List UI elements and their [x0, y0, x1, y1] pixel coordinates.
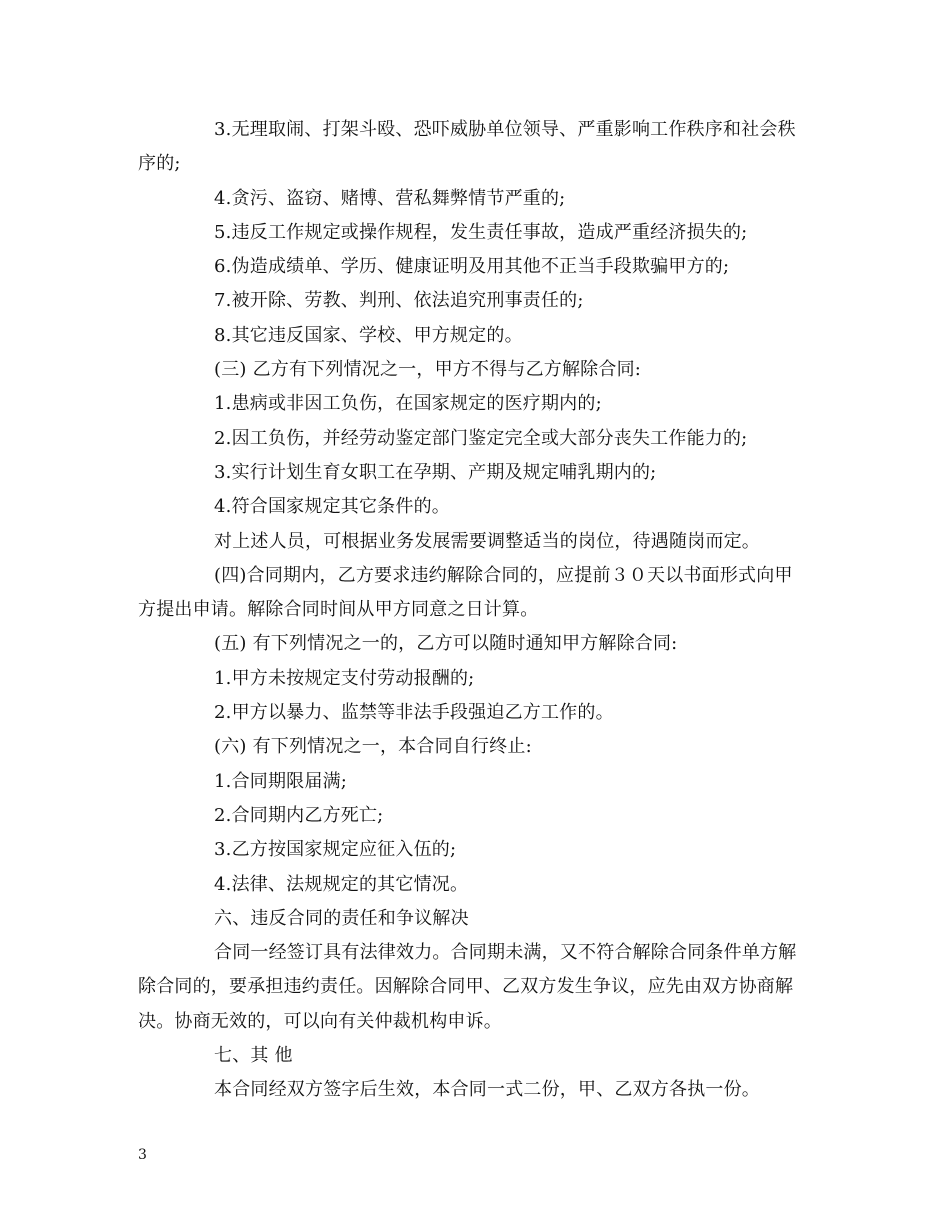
paragraph-line: 3.实行计划生育女职工在孕期、产期及规定哺乳期内的;	[214, 461, 657, 483]
paragraph-line: 2.合同期内乙方死亡;	[214, 804, 384, 826]
paragraph-line: 4.法律、法规规定的其它情况。	[214, 873, 469, 895]
paragraph-line: 4.贪污、盗窃、赌博、营私舞弊情节严重的;	[214, 187, 566, 209]
paragraph-line: 除合同的，要承担违约责任。因解除合同甲、乙双方发生争议，应先由双方协商解	[138, 976, 794, 998]
paragraph-line: 决。协商无效的，可以向有关仲裁机构申诉。	[138, 1010, 502, 1032]
paragraph-line: 3.无理取闹、打架斗殴、恐吓威胁单位领导、严重影响工作秩序和社会秩	[214, 119, 796, 140]
paragraph-line: (三) 乙方有下列情况之一，甲方不得与乙方解除合同:	[214, 359, 642, 381]
paragraph-line: 合同一经签订具有法律效力。合同期未满，又不符合解除合同条件单方解	[214, 942, 797, 964]
paragraph-line: (六) 有下列情况之一，本合同自行终止:	[214, 736, 532, 758]
paragraph-line: 方提出申请。解除合同时间从甲方同意之日计算。	[138, 599, 539, 621]
paragraph-line: 本合同经双方签字后生效，本合同一式二份，甲、乙双方各执一份。	[214, 1079, 760, 1101]
paragraph-line: 1.甲方未按规定支付劳动报酬的;	[214, 667, 475, 689]
paragraph-line: (四)合同期内，乙方要求违约解除合同的，应提前３０天以书面形式向甲	[214, 564, 793, 586]
paragraph-line: 2.因工负伤，并经劳动鉴定部门鉴定完全或大部分丧失工作能力的;	[214, 427, 748, 449]
paragraph-line: 7.被开除、劳教、判刑、依法追究刑事责任的;	[214, 290, 584, 312]
section-heading: 六、违反合同的责任和争议解决	[214, 907, 469, 929]
paragraph-line: 2.甲方以暴力、监禁等非法手段强迫乙方工作的。	[214, 702, 614, 724]
paragraph-line: 6.伪造成绩单、学历、健康证明及用其他不正当手段欺骗甲方的;	[214, 256, 730, 278]
page-number: 3	[138, 1147, 147, 1163]
paragraph-line: (五) 有下列情况之一的，乙方可以随时通知甲方解除合同:	[214, 633, 678, 655]
paragraph-line: 对上述人员，可根据业务发展需要调整适当的岗位，待遇随岗而定。	[214, 530, 760, 552]
paragraph-line: 3.乙方按国家规定应征入伍的;	[214, 839, 457, 861]
paragraph-line: 1.患病或非因工负伤，在国家规定的医疗期内的;	[214, 393, 602, 415]
paragraph-line: 8.其它违反国家、学校、甲方规定的。	[214, 324, 523, 346]
paragraph-line: 1.合同期限届满;	[214, 770, 348, 792]
paragraph-line: 4.符合国家规定其它条件的。	[214, 496, 450, 518]
paragraph-line: 5.违反工作规定或操作规程，发生责任事故，造成严重经济损失的;	[214, 221, 748, 243]
section-heading: 七、其 他	[214, 1045, 293, 1067]
paragraph-line: 序的;	[138, 153, 181, 175]
document-body	[138, 113, 818, 1108]
